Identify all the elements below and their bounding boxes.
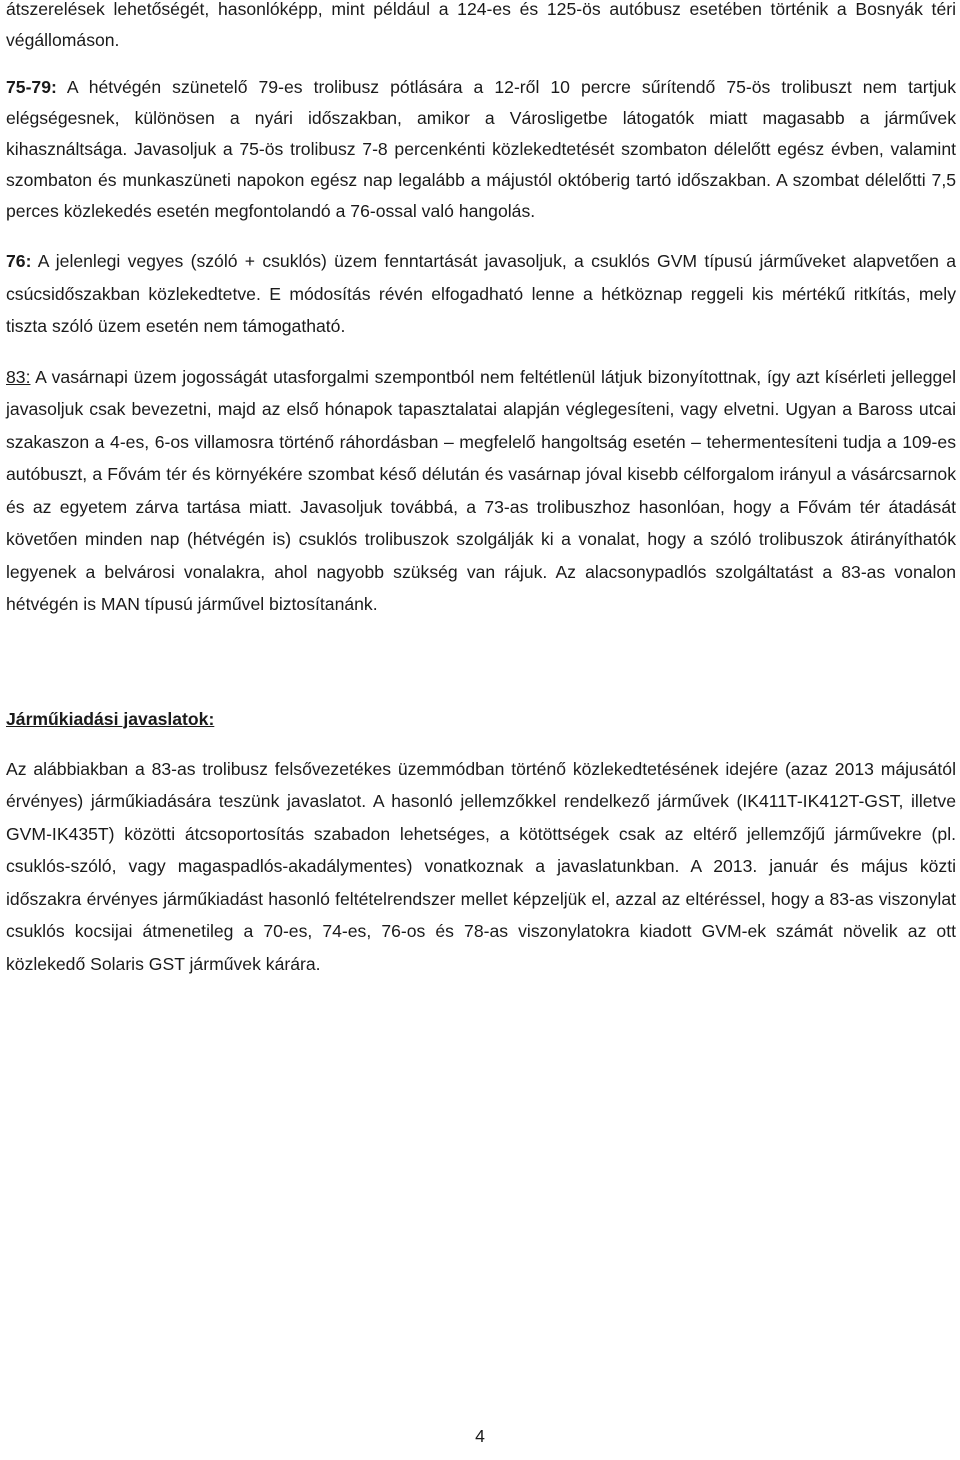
paragraph-83 [6, 361, 956, 621]
intro-paragraph: átszerelések lehetőségét, hasonlóképp, mint például a 124-es és 125-ös autóbusz esetében történik a Bosnyák téri végállomáson. [6, 0, 956, 50]
paragraph-76-text: A jelenlegi vegyes (szóló + csuklós) üzem fenntartását javasoljuk, a csuklós GVM típusú járműveket alapvetően a csúcsidőszakban közlekedtetve. E módosítás révén elfogadható lenne a hétköznap reggeli kis mértékű ritkítás, mely tiszta szóló üzem esetén nem támogatható. [6, 251, 956, 336]
paragraph-75-79 [6, 72, 956, 227]
section-heading: Járműkiadási javaslatok: [6, 708, 215, 729]
line-label-83: 83: [6, 366, 31, 387]
document-page [6, 0, 956, 980]
line-label-75-79: 75-79: [6, 77, 57, 97]
paragraph-75-79-text: A hétvégén szünetelő 79-es trolibusz pótlására a 12-ről 10 percre sűrítendő 75-ös trolibuszt nem tartjuk elégségesnek, különösen a nyári időszakban, amikor a Városligetbe látogatók miatt magasabb a járművek kihasználtsága. Javasoljuk a 75-ös trolibusz 7-8 percenkénti közlekedtetését szombaton délelőtt egész évben, valamint szombaton és munkaszüneti napokon egész nap legalább a májustól októberig tartó időszakban. A szombat délelőtti 7,5 perces közlekedés esetén megfontolandó a 76-ossal való hangolás. [6, 77, 956, 221]
paragraph-jarmukiadas: Az alábbiakban a 83-as trolibusz felsővezetékes üzemmódban történő közlekedtetésének idejére (azaz 2013 májusától érvényes) járműkiadására teszünk javaslatot. A hasonló jellemzőkkel rendelkező járművek (IK411T-IK412T-GST, illetve GVM-IK435T) közötti átcsoportosítás szabadon lehetséges, a kötöttségek csak az eltérő jellemzőjű járművekre (pl. csuklós-szóló, vagy magaspadlós-akadálymentes) vonatkoznak a javaslatunkban. A 2013. január és május közti időszakra érvényes járműkiadást hasonló feltételrendszer mellet képzeljük el, azzal az eltéréssel, hogy a 83-as viszonylat csuklós kocsijai átmenetileg a 70-es, 74-es, 76-os és 78-as viszonylatokra kiadott GVM-ek számát növelik az ott közlekedő Solaris GST járművek kárára. [6, 758, 956, 974]
line-label-76: 76: [6, 251, 32, 271]
page-number: 4 [475, 1426, 485, 1446]
paragraph-76 [6, 245, 956, 343]
paragraph-83-text: A vasárnapi üzem jogosságát utasforgalmi szempontból nem feltétlenül látjuk bizonyítottnak, így azt kísérleti jelleggel javasoljuk csak bevezetni, majd az első hónapok tapasztalatai alapján véglegesíteni, vagy elvetni. Ugyan a Baross utcai szakaszon a 4-es, 6-os villamosra történő ráhordásban – megfelelő hangoltság esetén – tehermentesíteni tudja a 109-es autóbuszt, a Fővám tér és környékére szombat késő délután és vasárnap jóval kisebb célforgalom irányul a vásárcsarnok és az egyetem zárva tartása miatt. Javasoljuk továbbá, a 73-as trolibuszhoz hasonlóan, hogy a Fővám tér átadását követően minden nap (hétvégén is) csuklós trolibuszok szolgálják ki a vonalat, hogy a szóló trolibuszok átirányíthatók legyenek a belvárosi vonalakra, ahol nagyobb szükség van rájuk. Az alacsonypadlós szolgáltatást a 83-as vonalon hétvégén is MAN típusú járművel biztosítanánk. [6, 366, 956, 614]
